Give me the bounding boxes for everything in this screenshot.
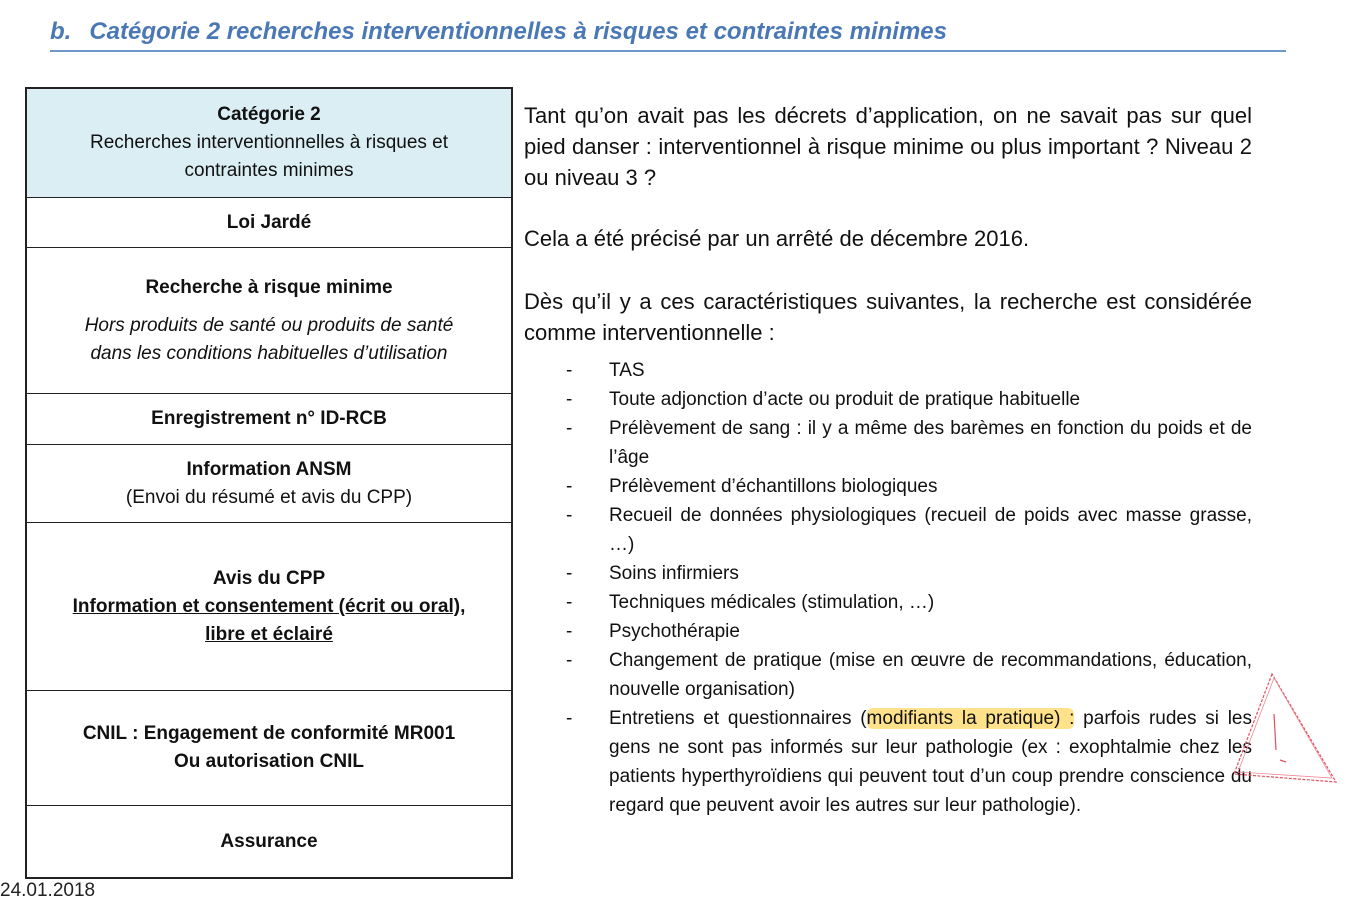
category-title: Catégorie 2 (217, 104, 321, 125)
table-cell-law (27, 197, 511, 247)
list-item: - Prélèvement de sang : il y a même des barèmes en fonction du poids et de l’âge (562, 414, 1252, 472)
list-item: - Techniques médicales (stimulation, …) (562, 588, 1252, 617)
list-item-interviews (562, 704, 1252, 820)
table-cell-registration (27, 393, 511, 444)
section-heading (50, 18, 1286, 52)
list-item: - Soins infirmiers (562, 559, 1252, 588)
list-item: - Toute adjonction d’acte ou produit de pratique habituelle (562, 385, 1252, 414)
paragraph-decrees: Tant qu’on avait pas les décrets d’application, on ne savait pas sur quel pied danser : interventionnel à risque minime ou plus important ? Niveau 2 ou niveau 3 ? (524, 103, 1252, 190)
list-item: - Recueil de données physiologiques (recueil de poids avec masse grasse, …) (562, 501, 1252, 559)
category-table (25, 87, 513, 879)
ansm-title: Information ANSM (186, 458, 352, 480)
risk-line1: Hors produits de santé ou produits de santé (84, 314, 454, 336)
table-cell-cpp (27, 522, 511, 690)
list-item: - TAS (562, 356, 1252, 385)
list-item: - Prélèvement d’échantillons biologiques (562, 472, 1252, 501)
table-cell-cnil (27, 690, 511, 805)
interviews-text-before: Entretiens et questionnaires ( (609, 708, 867, 729)
warning-triangle-icon (1228, 670, 1340, 791)
table-cell-ansm (27, 444, 511, 522)
list-item: - Psychothérapie (562, 617, 1252, 646)
section-title: Catégorie 2 recherches interventionnelles à risques et contraintes minimes (89, 18, 947, 45)
cnil-line1: CNIL : Engagement de conformité MR001 (82, 723, 456, 744)
category-subtitle-line2: contraintes minimes (184, 160, 354, 181)
highlighted-text: modifiants la pratique) : (866, 708, 1075, 729)
risk-line2: dans les conditions habituelles d’utilisation (90, 342, 448, 364)
section-number: b. (50, 18, 72, 45)
cpp-line2: libre et éclairé (205, 623, 333, 645)
registration-label: Enregistrement n° ID-RCB (151, 408, 387, 429)
category-subtitle-line1: Recherches interventionnelles à risques et (89, 132, 449, 153)
footer-date: 24.01.2018 (0, 880, 96, 901)
table-cell-insurance (27, 805, 511, 877)
list-item: - Changement de pratique (mise en œuvre de recommandations, éducation, nouvelle organisation) (562, 646, 1252, 704)
paragraph-arrete: Cela a été précisé par un arrêté de décembre 2016. (524, 226, 1030, 251)
body-text (524, 100, 1252, 348)
table-cell-risk (27, 247, 511, 393)
characteristics-list (562, 356, 1252, 820)
interviews-text-after: parfois rudes si les gens ne sont pas informés sur leur pathologie (ex : exophtalmie chez les patients hyperthyroïdiens qui peuvent tout d’un coup prendre conscience du regard que peuvent avoir les autres sur leur pathologie). (609, 708, 1252, 816)
ansm-subtitle: (Envoi du résumé et avis du CPP) (125, 486, 413, 508)
cpp-line1: Information et consentement (écrit ou oral), (72, 595, 466, 617)
cnil-line2: Ou autorisation CNIL (174, 751, 364, 772)
risk-title: Recherche à risque minime (145, 276, 393, 298)
paragraph-characteristics: Dès qu’il y a ces caractéristiques suivantes, la recherche est considérée comme interventionnelle : (524, 289, 1252, 345)
table-cell-category (27, 89, 511, 197)
insurance-label: Assurance (220, 830, 318, 852)
cpp-title: Avis du CPP (212, 567, 326, 589)
law-label: Loi Jardé (226, 211, 312, 233)
